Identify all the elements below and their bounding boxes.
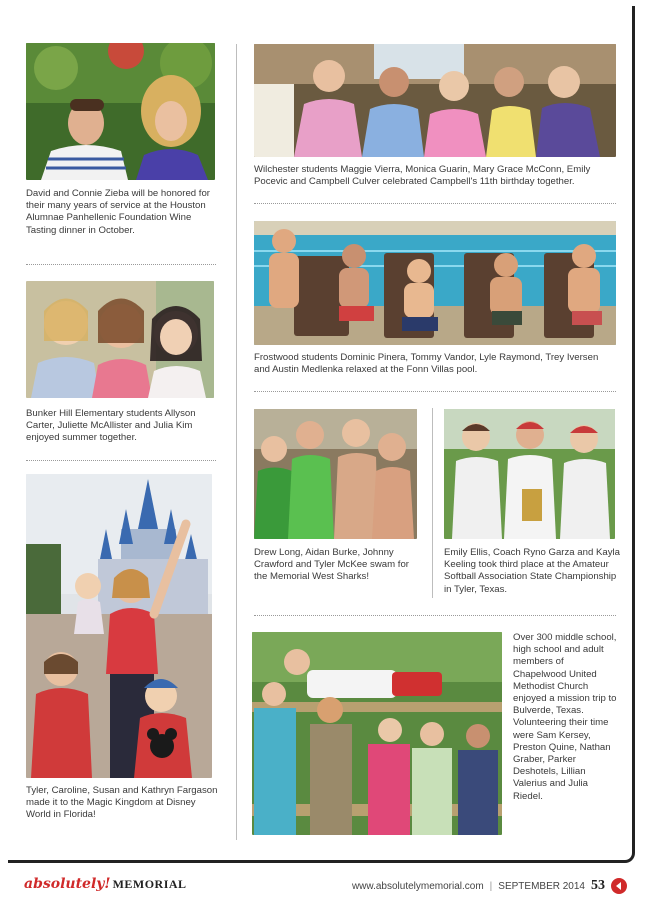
photo-wilchester xyxy=(254,44,616,157)
footer-issue: SEPTEMBER 2014 xyxy=(498,880,585,892)
divider xyxy=(254,391,616,392)
photo-softball-image xyxy=(444,409,615,539)
caption-bunker-hill: Bunker Hill Elementary students Allyson Carter, Juliette McAllister and Julia Kim enjoyed summer together. xyxy=(26,408,196,444)
caption-sharks: Drew Long, Aidan Burke, Johnny Crawford and Tyler McKee swam for the Memorial West Sharks! xyxy=(254,547,409,583)
photo-sharks xyxy=(254,409,417,539)
column-divider-left xyxy=(236,44,237,840)
photo-zieba xyxy=(26,43,215,180)
photo-frostwood-image xyxy=(254,221,616,345)
photo-softball xyxy=(444,409,615,539)
caption-chapelwood: Over 300 middle school, high school and adult members of Chapelwood United Methodist Church enjoyed a mission trip to Bulverde, Texas. Volunteering their time were Sam Kersey, Preston Quine, Nathan Graber, Parker Deshotels, Lillian Valerius and Julia Riedel. xyxy=(513,632,617,802)
divider xyxy=(254,203,616,204)
prev-page-icon[interactable] xyxy=(611,878,627,894)
photo-chapelwood-image xyxy=(252,632,502,835)
divider xyxy=(254,615,616,616)
caption-softball: Emily Ellis, Coach Ryno Garza and Kayla Keeling took third place at the Amateur Softball Association State Championship in Tyler, Texas. xyxy=(444,547,620,595)
brand-main: absolutely xyxy=(24,876,105,892)
caption-frostwood: Frostwood students Dominic Pinera, Tommy Vandor, Lyle Raymond, Trey Iversen and Austin Medlenka relaxed at the Fonn Villas pool. xyxy=(254,352,599,376)
photo-zieba-image xyxy=(26,43,215,180)
footer-separator: | xyxy=(489,880,493,892)
divider xyxy=(26,460,216,461)
brand-logo xyxy=(24,876,187,892)
photo-sharks-image xyxy=(254,409,417,539)
caption-zieba: David and Connie Zieba will be honored for their many years of service at the Houston Alumnae Panhellenic Foundation Wine Tasting dinner in October. xyxy=(26,188,210,236)
photo-bunker-hill xyxy=(26,281,214,398)
caption-fargason: Tyler, Caroline, Susan and Kathryn Fargason made it to the Magic Kingdom at Disney World in Florida! xyxy=(26,785,218,821)
caption-wilchester: Wilchester students Maggie Vierra, Monica Guarin, Mary Grace McConn, Emily Pocevic and Campbell Culver celebrated Campbell's 11th birthday together. xyxy=(254,164,591,188)
photo-bunker-hill-image xyxy=(26,281,214,398)
brand-sub: MEMORIAL xyxy=(112,877,187,891)
photo-chapelwood xyxy=(252,632,502,835)
page-number: 53 xyxy=(591,878,605,893)
photo-frostwood xyxy=(254,221,616,345)
photo-fargason-image xyxy=(26,474,212,778)
photo-fargason xyxy=(26,474,212,778)
photo-wilchester-image xyxy=(254,44,616,157)
column-divider-right xyxy=(432,408,433,598)
footer-url[interactable]: www.absolutelymemorial.com xyxy=(351,880,484,892)
page-footer xyxy=(0,866,647,907)
brand-mark: ! xyxy=(104,876,111,892)
footer-right xyxy=(352,878,627,894)
divider xyxy=(26,264,216,265)
